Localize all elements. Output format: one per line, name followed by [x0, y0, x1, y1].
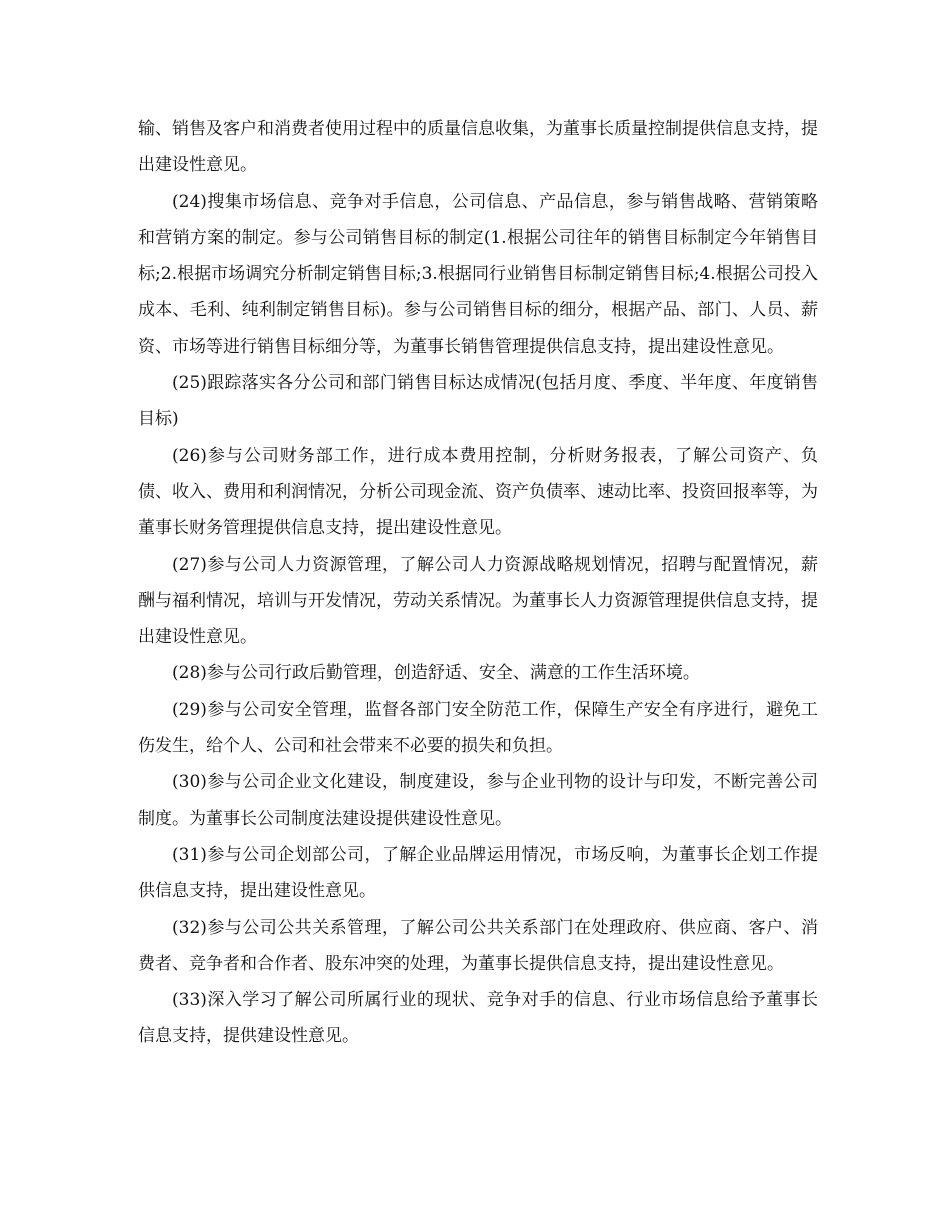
paragraph-item-29: (29)参与公司安全管理，监督各部门安全防范工作，保障生产安全有序进行，避免工伤发生，给个人、公司和社会带来不必要的损失和负担。 — [138, 699, 818, 757]
paragraph-item-27: (27)参与公司人力资源管理，了解公司人力资源战略规划情况，招聘与配置情况，薪酬与福利情况，培训与开发情况，劳动关系情况。为董事长人力资源管理提供信息支持，提出建设性意见。 — [138, 554, 818, 648]
paragraph-item-28: (28)参与公司行政后勤管理，创造舒适、安全、满意的工作生活环境。 — [172, 663, 700, 684]
paragraph-continuation: 输、销售及客户和消费者使用过程中的质量信息收集，为董事长质量控制提供信息支持，提出建设性意见。 — [138, 119, 818, 176]
paragraph-item-24: (24)搜集市场信息、竞争对手信息，公司信息、产品信息，参与销售战略、营销策略和营销方案的制定。参与公司销售目标的制定(1.根据公司往年的销售目标制定今年销售目标;2.根据市场调究分析制定销售目标;3.根据同行业销售目标制定销售目标;4.根据公司投入成本、毛利、纯利制定销售目标)。参与公司销售目标的细分，根据产品、部门、人员、薪资、市场等进行销售目标细分等，为董事长销售管理提供信息支持，提出建设性意见。 — [138, 191, 818, 357]
paragraph-item-30: (30)参与公司企业文化建设，制度建设，参与企业刊物的设计与印发，不断完善公司制度。为董事长公司制度法建设提供建设性意见。 — [138, 772, 818, 829]
paragraph-item-32: (32)参与公司公共关系管理，了解公司公共关系部门在处理政府、供应商、客户、消费者、竞争者和合作者、股东冲突的处理，为董事长提供信息支持，提出建设性意见。 — [138, 917, 818, 974]
paragraph-item-31: (31)参与公司企划部公司，了解企业品牌运用情况，市场反响，为董事长企划工作提供信息支持，提出建设性意见。 — [138, 844, 818, 902]
paragraph-item-33: (33)深入学习了解公司所属行业的现状、竞争对手的信息、行业市场信息给予董事长信息支持，提供建设性意见。 — [138, 990, 818, 1047]
paragraph-item-25: (25)跟踪落实各分公司和部门销售目标达成情况(包括月度、季度、半年度、年度销售目标) — [138, 373, 818, 430]
paragraph-item-26: (26)参与公司财务部工作，进行成本费用控制，分析财务报表，了解公司资产、负债、收入、费用和利润情况，分析公司现金流、资产负债率、速动比率、投资回报率等，为董事长财务管理提供信息支持，提出建设性意见。 — [138, 445, 818, 539]
document-body — [138, 111, 818, 1055]
